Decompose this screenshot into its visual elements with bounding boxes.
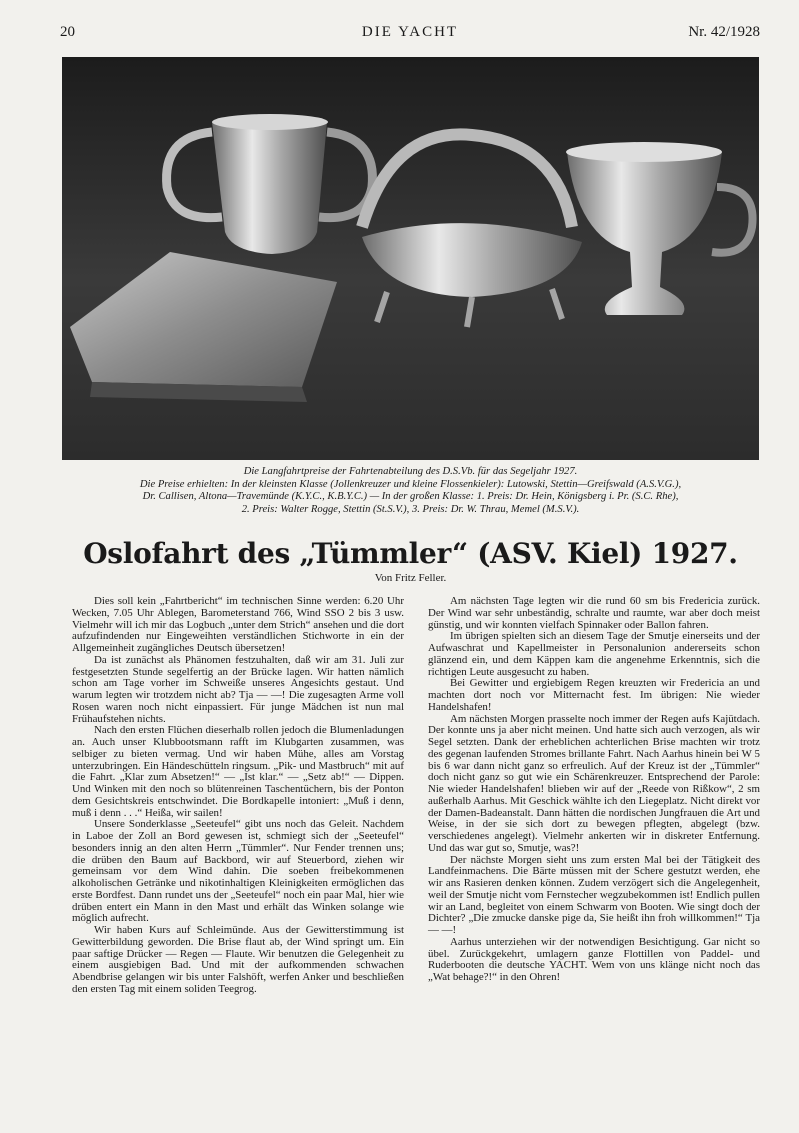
paragraph: Am nächsten Tage legten wir die rund 60 sm bis Fredericia zurück. Der Wind war sehr unbeständig, schralte und raumte, war aber doch meist günstig, und wir konnten vielfach Spinnaker oder Ballon fahren. <box>428 595 760 631</box>
caption-line-3: Dr. Callisen, Altona—Travemünde (K.Y.C., K.B.Y.C.) — In der großen Klasse: 1. Preis: Dr. Hein, Königsberg i. Pr. (S.C. Rhe), <box>142 491 679 502</box>
paragraph: Bei Gewitter und ergiebigem Regen kreuzten wir Fredericia an und machten dort noch vor Mitternacht fest. Im übrigen: Nie wieder Handelshafen! <box>428 677 760 713</box>
paragraph: Nach den ersten Flüchen dieserhalb rollen jedoch die Blumenladungen an. Auch unser Klubbootsmann rafft im Klubgarten zusammen, was selbiger zu bieten vermag. Und wir haben Mühe, alles am Vorstag unterzubringen. Ein Händeschütteln ringsum. „Pik- und Mastbruch“ mit auf die Fahrt. „Klar zum Absetzen!“ — „Ist klar.“ — „Setz ab!“ — Dippen. Und Winken mit den noch so blütenreinen Taschentüchern, bis der Ponton dem Gesichtskreis entschwindet. Die Bordkapelle intoniert: „Muß i denn, muß i denn . . .“ Heißa, wir sailen! <box>72 724 404 819</box>
paragraph: Unsere Sonderklasse „Seeteufel“ gibt uns noch das Geleit. Nachdem in Laboe der Zoll an Bord gewesen ist, schmiegt sich der „Seeteufel“ besonders innig an den alten Herrn „Tümmler“. Nur Fender trennen uns; die drüben den Baum auf Backbord, wir auf Steuerbord, ziehen wir gemeinsam vor dem Wind dahin. Die soeben freibekommenen alkoholischen Getränke und nikotinhaltigen Kleinigkeiten ermöglichen das erste Bordfest. Dann rundet uns der „Seeteufel“ noch ein paar Mal, hier wie drüben entert ein Mann in den Mast und erhält das Winken solange wie möglich aufrecht. <box>72 818 404 925</box>
paragraph: Im übrigen spielten sich an diesem Tage der Smutje einerseits und der Aufwaschrat und Kapellmeister in Personalunion andererseits schon glänzend ein, und dem Käppen kam die angenehme Erkenntnis, sich die richtigen Leute ausgesucht zu haben. <box>428 630 760 678</box>
page-number: 20 <box>60 24 75 40</box>
photo-caption <box>62 466 759 516</box>
paragraph: Da ist zunächst als Phänomen festzuhalten, daß wir am 31. Juli zur festgesetzten Stunde segelfertig an der Brücke lagen. Wir hatten nämlich schon am Tage vorher im Schweiße unseres Angesichts gestaut. Und warum legten wir trotzdem nicht ab? Tja — —! Die zugesagten Arme voll Rosen waren noch nicht einpassiert. Für junge Mädchen ist nun mal Frühaufstehen nichts. <box>72 653 404 725</box>
article-title: Oslofahrt des „Tümmler“ (ASV. Kiel) 1927. <box>83 537 738 570</box>
article-author: Von Fritz Feller. <box>374 572 447 584</box>
publication-title: DIE YACHT <box>361 24 459 40</box>
issue-number: Nr. 42/1928 <box>688 24 760 40</box>
article-column-left <box>72 596 404 996</box>
page-header <box>60 24 760 44</box>
paragraph: Dies soll kein „Fahrtbericht“ im technischen Sinne werden: 6.20 Uhr Wecken, 7.05 Uhr Ablegen, Barometerstand 766, Wind SSO 2 bis 3 usw. Vielmehr will ich mir das Logbuch „unter dem Strich“ ansehen und die dort aufzufindenden nur Eingeweihten verständlichen Stichworte in ein der Allgemeinheit zugängliches Deutsch übersetzen! <box>72 595 404 654</box>
trophy-photo <box>62 57 759 460</box>
caption-line-2: Die Preise erhielten: In der kleinsten Klasse (Jollenkreuzer und kleine Flossenkieler): Lutowski, Stettin—Greifswald (A.S.V.G.), <box>139 478 682 490</box>
paragraph: Der nächste Morgen sieht uns zum ersten Mal bei der Tätigkeit des Landfeinmachens. Die Bärte müssen mit der Schere gestutzt werden, ehe wir ans Rasieren denken können. Zudem verzögert sich die Angelegenheit, weil der Smutje nicht vom Fernstecher wegzubekommen ist! Endlich pullen wir an Land, begleitet von einem Schwarm von Booten. Wie singt doch der Dichter? „Die zmucke danske pige da, Sie heißt ihn froh willkommen!“ Tja — —! <box>428 853 760 936</box>
caption-line-1: Die Langfahrtpreise der Fahrtenabteilung des D.S.Vb. für das Segeljahr 1927. <box>243 466 578 477</box>
paragraph: Wir haben Kurs auf Schleimünde. Aus der Gewitterstimmung ist Gewitterbildung geworden. Die Brise flaut ab, der Wind springt um. Ein paar saftige Drücker — Regen — Flaute. Wir benutzen die Gelegenheit zu einem ausgiebigen Bad. Und mit der aufkommenden schwachen Abendbrise gelangen wir bis unter Falshöft, werfen Anker und beschließen den ersten Tag mit einem soliden Teegrog. <box>72 924 404 995</box>
caption-line-4: 2. Preis: Walter Rogge, Stettin (St.S.V.), 3. Preis: Dr. W. Thrau, Memel (M.S.V.). <box>241 503 580 515</box>
trophy-illustration <box>62 57 759 460</box>
paragraph: Am nächsten Morgen prasselte noch immer der Regen aufs Kajütdach. Der konnte uns ja aber nicht meinen. Und hatte sich auch verzogen, als wir Segel setzten. Dank der erheblichen achterlichen Brise machten wir trotz des gegenan laufenden Stromes brillante Fahrt. Nach Aarhus hinein bei W 5 bis 6 war dann nicht ganz so erfreulich. Auf der Kreuz ist der „Tümmler“ doch nicht ganz so gut wie ein Schärenkreuzer. Entsprechend der Parole: Nie wieder Handelshafen! blieben wir auf der „Reede von Rißkow“, 2 sm außerhalb Aarhus. Mit Geschick wählte ich den Liegeplatz. Nicht direkt vor der Damen-Badeanstalt. Dann hätten die nordischen Jungfrauen die Art und Weise, in der sie sich dort zu bewegen pflegten, abgelegt (bzw. verschiedenes angelegt). Vielmehr ankerten wir in diskreter Entfernung. Und das war gut so, Smutje, was?! <box>428 712 760 854</box>
article-column-right <box>428 596 760 984</box>
paragraph: Aarhus unterziehen wir der notwendigen Besichtigung. Gar nicht so übel. Zurückgekehrt, umlagern ganze Flottillen von Paddel- und Ruderbooten die deutsche YACHT. Wem von uns klänge nicht noch das „Wat behage?!“ in den Ohren! <box>428 935 760 983</box>
